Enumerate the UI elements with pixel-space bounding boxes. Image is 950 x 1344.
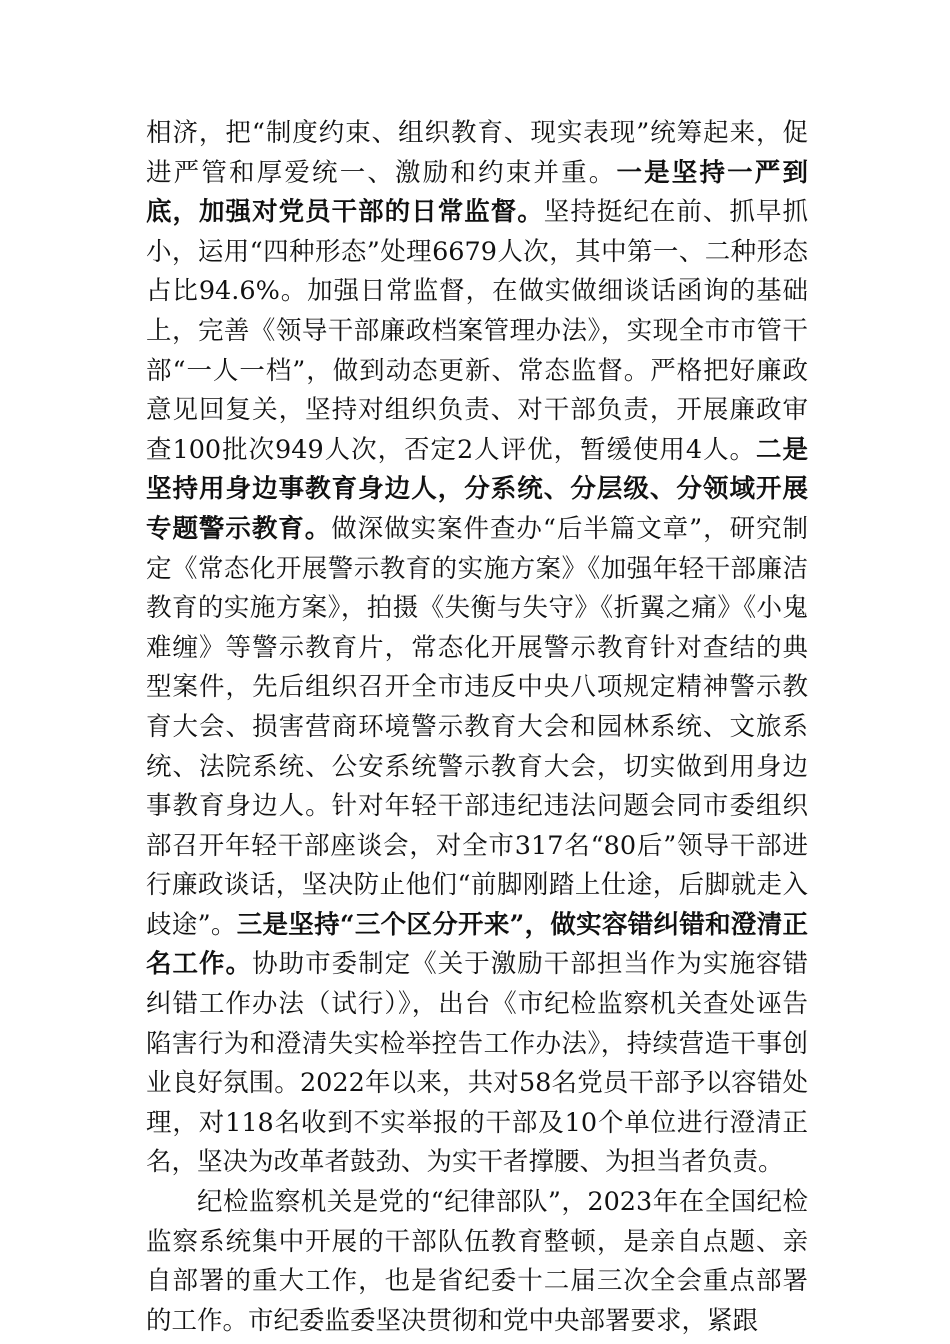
text-run: 纪检监察机关是党的“纪律部队”，2023年在全国纪检监察系统集中开展的干部队伍教育整顿，是亲自点题、亲自部署的重大工作，也是省纪委十二届三次全会重点部署的工作。市纪委监委坚决贯彻和党中央部署要求，紧跟	[146, 1187, 808, 1336]
text-run: 做深做实案件查办“后半篇文章”，研究制定《常态化开展警示教育的实施方案》《加强年轻干部廉洁教育的实施方案》，拍摄《失衡与失守》《折翼之痛》《小鬼难缠》等警示教育片，常态化开展警示教育针对查结的典型案件，先后组织召开全市违反中央八项规定精神警示教育大会、损害营商环境警示教育大会和园林系统、文旅系统、法院系统、公安系统警示教育大会，切实做到用身边事教育身边人。针对年轻干部违纪违法问题会同市委组织部召开年轻干部座谈会，对全市317名“80后”领导干部进行廉政谈话，坚决防止他们“前脚刚踏上仕途，后脚就走入歧途”。	[146, 513, 808, 940]
text-run: 坚持挺纪在前、抓早抓小，运用“四种形态”处理6679人次，其中第一、二种形态占比94.6%。加强日常监督，在做实做细谈话函询的基础上，完善《领导干部廉政档案管理办法》，实现全市市管干部“一人一档”，做到动态更新、常态监督。严格把好廉政意见回复关，坚持对组织负责、对干部负责，开展廉政审查100批次949人次，否定2人评优，暂缓使用4人。	[146, 197, 808, 465]
document-page	[146, 114, 808, 1341]
bold-heading-run: 一是坚持一严到底，加强对党员干部的日常监督。	[146, 157, 808, 228]
bold-heading-run: 三是坚持“三个区分开来”，做实容错纠错和澄清正名工作。	[146, 909, 808, 980]
bold-heading-run: 二是坚持用身边事教育身边人，分系统、分层级、分领域开展专题警示教育。	[146, 434, 808, 544]
paragraph-2	[146, 1183, 808, 1341]
text-run: 相济，把“制度约束、组织教育、现实表现”统筹起来，促进严管和厚爱统一、激励和约束并重。	[146, 118, 808, 188]
paragraph-1	[146, 114, 808, 1183]
text-run: 协助市委制定《关于激励干部担当作为实施容错纠错工作办法（试行）》，出台《市纪检监察机关查处诬告陷害行为和澄清失实检举控告工作办法》，持续营造干事创业良好氛围。2022年以来，共对58名党员干部予以容错处理，对118名收到不实举报的干部及10个单位进行澄清正名，坚决为改革者鼓劲、为实干者撑腰、为担当者负责。	[146, 949, 808, 1178]
